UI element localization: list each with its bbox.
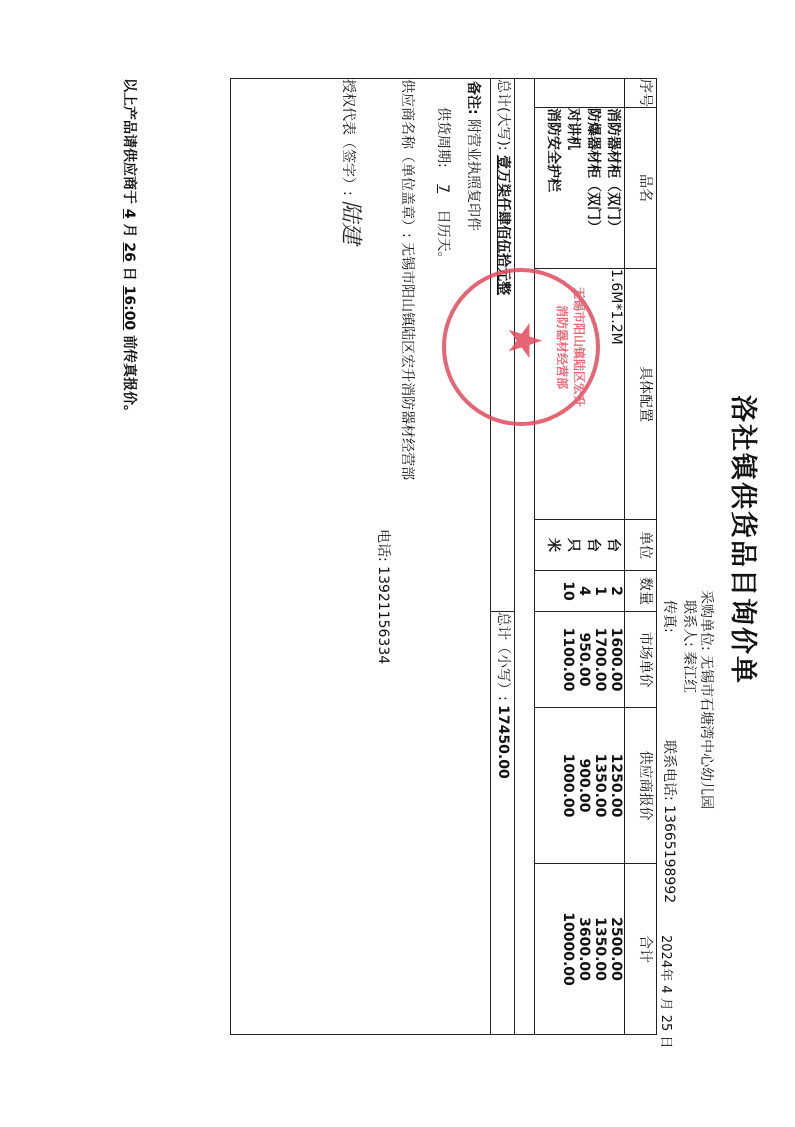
supplier-label: 供应商名称（单位盖章）:	[399, 79, 415, 238]
qty-cell: 2 1 4 10	[535, 571, 625, 612]
delivery-label: 供货周期:	[435, 107, 451, 168]
date: 2024年 4 月 25 日	[658, 935, 673, 1049]
seal-ring-text: 无锡市阳山镇陆区宏升消防器材经营部	[555, 286, 586, 407]
footer-notice: 以上产品请供应商于 4 月 26 日 16:00 前传真报价。	[121, 78, 137, 420]
market-price-cell: 1600.00 1700.00 950.00 1100.00	[535, 612, 625, 708]
spacer-row	[515, 79, 535, 1035]
note-row	[464, 81, 484, 231]
rep-label: 授权代表（签字）:	[340, 79, 356, 196]
unit-cell: 台 台 只 米	[535, 520, 625, 571]
page-title: 洛社镇供货品目询价单	[727, 395, 758, 685]
seal-star-icon: ★	[498, 320, 552, 362]
col-spec-header: 具体配置	[625, 269, 657, 520]
company-seal	[442, 268, 600, 426]
total-upper-value: 壹万柒仟肆佰伍拾元整	[495, 155, 511, 296]
contact-row	[680, 600, 700, 693]
buyer-label: 采购单位:	[698, 590, 714, 651]
col-supplier-header: 供应商报价	[625, 708, 657, 864]
supplier-price-cell: 1250.00 1350.00 900.00 1000.00	[535, 708, 625, 864]
spec-cell: 1.6M*1.2M	[535, 269, 625, 520]
col-no-header: 序号	[625, 79, 657, 108]
col-qty-header: 数量	[625, 571, 657, 612]
col-unit-header: 单位	[625, 520, 657, 571]
rep-signature: 陆建	[338, 200, 363, 245]
no-cell	[535, 79, 625, 108]
contact-phone-label: 联系电话:	[661, 740, 677, 801]
delivery-row	[434, 107, 454, 266]
col-market-header: 市场单价	[625, 612, 657, 708]
phone-value: 13921156334	[375, 566, 391, 665]
col-name-header: 品名	[625, 108, 657, 269]
total-upper-cell: 总计(大写): 壹万柒仟肆佰伍拾元整	[491, 79, 515, 612]
total-lower-value: 17450.00	[495, 705, 511, 779]
contact-value: 秦江红	[681, 651, 697, 694]
contact-phone-value: 13665198992	[661, 805, 677, 904]
note-label: 备注:	[465, 81, 481, 115]
total-lower-cell: 总计（小写）: 17450.00	[491, 612, 515, 1035]
rep-row	[337, 79, 368, 244]
supplier-value: 无锡市阳山镇陆区宏升消防器材经营部	[399, 242, 415, 481]
total-cell: 2500.00 1350.00 3600.00 10000.00	[535, 864, 625, 1035]
note-value: 附营业执照复印件	[465, 119, 481, 232]
supplier-row	[398, 79, 418, 480]
delivery-value: 7	[435, 184, 451, 194]
fax-label: 传真:	[661, 600, 677, 633]
info-cell	[231, 79, 491, 1035]
delivery-unit: 日历天。	[435, 209, 451, 266]
price-table	[230, 78, 657, 1035]
name-cell: 消防器材柜（双门） 防爆器材柜（双门） 对讲机 消防安全护栏	[535, 108, 625, 269]
buyer-value: 无锡市石塘湾中心幼儿园	[698, 655, 714, 810]
col-total-header: 合计	[625, 864, 657, 1035]
contact-phone-row	[660, 740, 680, 903]
buyer-row	[697, 590, 717, 809]
contact-label: 联系人:	[681, 600, 697, 647]
phone-label: 电话:	[375, 529, 391, 562]
phone-row	[374, 529, 394, 664]
